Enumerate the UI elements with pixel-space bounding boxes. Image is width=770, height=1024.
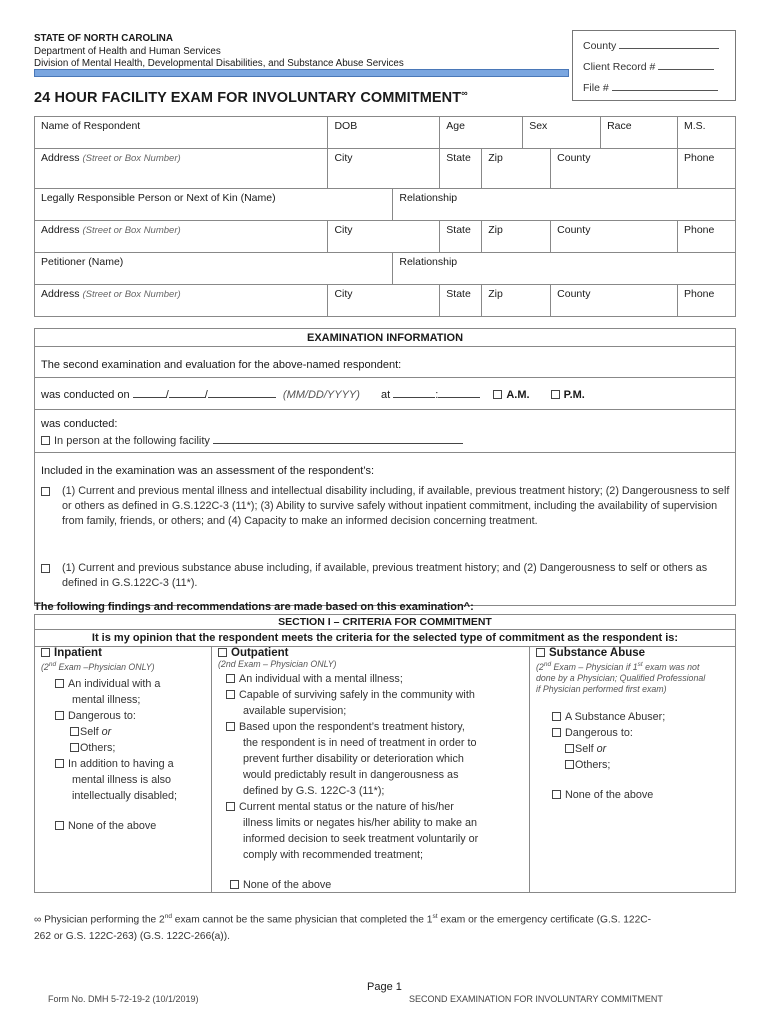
kin-address-cell[interactable] — [35, 221, 328, 253]
subtitle-sup: st — [637, 661, 643, 668]
outpatient-none — [218, 877, 523, 893]
item-text: Dangerous to: — [68, 709, 136, 722]
state-label: State — [446, 224, 471, 236]
zip-label: Zip — [488, 152, 503, 164]
address-hint: (Street or Box Number) — [82, 153, 181, 164]
respondent-name-label: Name of Respondent — [41, 120, 141, 132]
year-field[interactable] — [208, 387, 276, 398]
included-text: Included in the examination was an assessment of the respondent’s: — [41, 465, 375, 477]
assessment-option-substance — [41, 561, 731, 591]
inpatient-checkbox[interactable] — [41, 648, 50, 657]
race-cell[interactable] — [601, 117, 678, 149]
footnote-sup: st — [432, 913, 438, 920]
petitioner-state-cell[interactable] — [440, 285, 482, 317]
county-label: County — [583, 40, 617, 52]
substance-checkbox[interactable] — [536, 648, 545, 657]
section-title: SECTION I – CRITERIA FOR COMMITMENT — [35, 615, 735, 630]
address-hint: (Street or Box Number) — [82, 289, 181, 300]
divider — [35, 409, 735, 410]
form-number: Form No. DMH 5-72-19-2 (10/1/2019) — [48, 994, 199, 1004]
pm-label: P.M. — [563, 389, 585, 401]
inpatient-item-dangerous — [41, 708, 205, 756]
examination-info-section — [34, 328, 736, 606]
department-name: Department of Health and Human Services — [34, 45, 221, 57]
city-label: City — [334, 224, 353, 236]
inpatient-self-checkbox[interactable] — [70, 727, 79, 736]
state-name: STATE OF NORTH CAROLINA — [34, 33, 173, 44]
item-text: comply with recommended treatment; — [243, 849, 424, 861]
date-format-hint: (MM/DD/YYYY) — [282, 389, 360, 401]
client-record-field[interactable] — [658, 59, 714, 70]
item-text: An individual with a — [68, 677, 161, 690]
subtitle-part: if Physician performed first exam) — [536, 683, 667, 694]
outpatient-label: Outpatient — [231, 647, 289, 659]
phone-label: Phone — [683, 224, 715, 236]
state-label: State — [446, 152, 471, 164]
substance-item-dangerous — [536, 725, 729, 773]
footnote-text: exam or the emergency certificate (G.S. 122C- — [437, 914, 651, 926]
item-text: Based upon the respondent’s treatment history, — [239, 721, 465, 733]
subtitle-part: exam was not — [642, 661, 700, 672]
others-label: Others; — [575, 758, 611, 771]
in-person-row — [41, 433, 463, 447]
kin-relationship-cell[interactable] — [393, 189, 736, 221]
item-text: mental illness; — [72, 693, 141, 706]
petitioner-county-cell[interactable] — [551, 285, 678, 317]
kin-phone-cell[interactable] — [677, 221, 735, 253]
inpatient-intellectual-checkbox[interactable] — [55, 759, 64, 768]
substance-self-checkbox[interactable] — [565, 744, 574, 753]
assessment-option-mental — [41, 484, 731, 529]
county-record-box — [572, 30, 736, 101]
item-text: available supervision; — [243, 705, 347, 717]
kin-county-cell[interactable] — [551, 221, 678, 253]
item-text: Dangerous to: — [565, 726, 633, 739]
outpatient-item-history — [218, 719, 523, 799]
others-label: Others; — [80, 741, 116, 754]
petitioner-name-label: Petitioner (Name) — [41, 256, 124, 268]
substance-subtitle — [536, 659, 729, 695]
divider — [35, 452, 735, 453]
in-person-label: In person at the following facility — [54, 435, 210, 447]
substance-abuse-column — [529, 647, 735, 893]
substance-abuse-text: (1) Current and previous substance abuse including, if available, previous treatment history; and (2) Dangerousness to self or others as defined in G.S.122C-3 (11*). — [62, 562, 708, 589]
inpatient-dangerous-checkbox[interactable] — [55, 711, 64, 720]
item-text: intellectually disabled; — [72, 789, 178, 802]
item-text: the respondent is in need of treatment in order to — [243, 737, 477, 749]
or-label: or — [101, 725, 112, 738]
county-col-label: County — [557, 288, 591, 300]
inpatient-none-checkbox[interactable] — [55, 821, 64, 830]
item-text: informed decision to seek treatment voluntarily or — [243, 833, 479, 845]
state-label: State — [446, 288, 471, 300]
race-label: Race — [607, 120, 632, 132]
substance-label: Substance Abuse — [549, 647, 646, 659]
petitioner-name-cell[interactable] — [35, 253, 393, 285]
inpatient-mental-illness-checkbox[interactable] — [55, 679, 64, 688]
outpatient-checkbox[interactable] — [218, 648, 227, 657]
zip-label: Zip — [488, 224, 503, 236]
kin-relationship-label: Relationship — [399, 192, 458, 204]
subtitle-sup: nd — [543, 661, 552, 668]
mental-illness-checkbox[interactable] — [41, 487, 50, 496]
inpatient-item-intellectual — [41, 756, 205, 804]
or-label: or — [596, 742, 607, 755]
ms-label: M.S. — [683, 120, 706, 132]
subtitle-part: (2 — [536, 661, 544, 672]
county-field[interactable] — [619, 38, 719, 49]
outpatient-mental-checkbox[interactable] — [226, 674, 235, 683]
inpatient-column — [35, 647, 211, 893]
ms-cell[interactable] — [677, 117, 735, 149]
county-col-label: County — [557, 224, 591, 236]
kin-state-cell[interactable] — [440, 221, 482, 253]
conducted-on-label: was conducted on — [41, 389, 130, 401]
form-title-text: 24 HOUR FACILITY EXAM FOR INVOLUNTARY COMMITMENT — [34, 89, 462, 106]
file-field[interactable] — [612, 80, 718, 91]
respondent-city-cell[interactable] — [328, 149, 440, 189]
substance-dangerous-checkbox[interactable] — [552, 728, 561, 737]
pm-checkbox[interactable] — [551, 390, 560, 399]
respondent-state-cell[interactable] — [440, 149, 482, 189]
petitioner-zip-cell[interactable] — [482, 285, 551, 317]
petitioner-phone-cell[interactable] — [677, 285, 735, 317]
kin-name-cell[interactable] — [35, 189, 393, 221]
none-label: None of the above — [565, 788, 654, 801]
at-label: at — [380, 389, 391, 401]
dob-label: DOB — [334, 120, 358, 132]
age-cell[interactable] — [440, 117, 523, 149]
hour-field[interactable] — [393, 387, 435, 398]
address-label: Address — [41, 152, 80, 164]
footnote-text: exam cannot be the same physician that completed the 1 — [171, 914, 433, 926]
agency-header — [34, 33, 404, 71]
subtitle-part: Exam – Physician if 1 — [551, 661, 638, 672]
inpatient-subtitle — [41, 659, 205, 673]
item-text: A Substance Abuser; — [565, 710, 666, 723]
none-label: None of the above — [68, 819, 157, 832]
minute-field[interactable] — [438, 387, 480, 398]
respondent-info-table — [34, 116, 736, 317]
petitioner-relationship-cell[interactable] — [393, 253, 736, 285]
outpatient-item-mental — [218, 671, 523, 687]
age-label: Age — [446, 120, 465, 132]
outpatient-capable-checkbox[interactable] — [226, 690, 235, 699]
outpatient-none-checkbox[interactable] — [230, 880, 239, 889]
footnote — [34, 908, 734, 945]
item-text: Capable of surviving safely in the community with — [239, 689, 475, 701]
item-text: In addition to having a — [68, 757, 174, 770]
footnote-text: 262 or G.S. 122C-263) (G.S. 122C-266(a)). — [34, 931, 230, 943]
substance-abuser-checkbox[interactable] — [552, 712, 561, 721]
item-text: would predictably result in dangerousness as — [243, 769, 459, 781]
outpatient-status-checkbox[interactable] — [226, 802, 235, 811]
kin-zip-cell[interactable] — [482, 221, 551, 253]
item-text: illness limits or negates his/her ability to make an — [243, 817, 478, 829]
county-col-label: County — [557, 152, 591, 164]
city-label: City — [334, 288, 353, 300]
footnote-sup: nd — [164, 913, 172, 920]
inpatient-item-mental-illness — [41, 676, 205, 708]
page-number: Page 1 — [367, 981, 402, 993]
petitioner-address-cell[interactable] — [35, 285, 328, 317]
phone-label: Phone — [683, 152, 715, 164]
time-colon: : — [435, 389, 439, 401]
examination-info-heading: EXAMINATION INFORMATION — [35, 329, 735, 347]
address-hint: (Street or Box Number) — [82, 225, 181, 236]
item-text: mental illness is also — [72, 773, 172, 786]
kin-city-cell[interactable] — [328, 221, 440, 253]
substance-others-checkbox[interactable] — [565, 760, 574, 769]
inpatient-label: Inpatient — [54, 647, 102, 659]
subtitle-part: done by a Physician; Qualified Professional — [536, 672, 706, 683]
substance-none — [536, 787, 729, 803]
mental-illness-text: (1) Current and previous mental illness and intellectual disability including, if available, previous treatment history; (2) Dangerousness to self or others as defined in G.S.122C-3 (11*); (3) Ability to survive safely without inpatient commitment, including the availability of supervision from family, friends, or others; and (4) Capacity to make an informed decision concerning treatment. — [62, 485, 730, 527]
date-slash: / — [165, 389, 169, 401]
zip-label: Zip — [488, 288, 503, 300]
am-checkbox[interactable] — [493, 390, 502, 399]
opinion-text: It is my opinion that the respondent meets the criteria for the selected type of commitment as the respondent is: — [35, 630, 735, 647]
substance-item-abuser — [536, 709, 729, 725]
dob-cell[interactable] — [328, 117, 440, 149]
respondent-phone-cell[interactable] — [677, 149, 735, 189]
address-label: Address — [41, 224, 80, 236]
kin-name-label: Legally Responsible Person or Next of Kin (Name) — [41, 192, 276, 204]
item-text: An individual with a mental illness; — [239, 673, 403, 685]
inpatient-none — [41, 818, 205, 834]
sex-label: Sex — [529, 120, 548, 132]
petitioner-relationship-label: Relationship — [399, 256, 458, 268]
was-conducted-label: was conducted: — [41, 418, 118, 430]
am-label: A.M. — [506, 389, 530, 401]
header-bar — [34, 69, 569, 77]
city-label: City — [334, 152, 353, 164]
form-title — [34, 88, 468, 106]
section-criteria — [34, 614, 736, 893]
divider — [35, 377, 735, 378]
address-label: Address — [41, 288, 80, 300]
sex-cell[interactable] — [523, 117, 601, 149]
title-symbol: ∞ — [461, 88, 468, 98]
findings-statement: The following findings and recommendations are made based on this examination^: — [34, 601, 474, 613]
substance-abuse-checkbox[interactable] — [41, 564, 50, 573]
date-slash: / — [204, 389, 208, 401]
footnote-text: Physician performing the 2 — [41, 914, 165, 926]
item-text: prevent further disability or deterioration which — [243, 753, 464, 765]
division-name: Division of Mental Health, Developmental Disabilities, and Substance Abuse Services — [34, 58, 404, 69]
in-person-checkbox[interactable] — [41, 436, 50, 445]
conducted-on-row — [41, 387, 585, 401]
item-text: defined by G.S. 122C-3 (11*); — [243, 785, 385, 797]
inpatient-others-checkbox[interactable] — [70, 743, 79, 752]
respondent-zip-cell[interactable] — [482, 149, 551, 189]
form-footer-title: SECOND EXAMINATION FOR INVOLUNTARY COMMITMENT — [409, 994, 663, 1004]
second-exam-text: The second examination and evaluation for the above-named respondent: — [41, 359, 402, 371]
respondent-county-cell[interactable] — [551, 149, 678, 189]
phone-label: Phone — [683, 288, 715, 300]
subtitle-part: (2 — [41, 661, 49, 672]
outpatient-item-capable — [218, 687, 523, 719]
file-label: File # — [583, 82, 609, 94]
substance-none-checkbox[interactable] — [552, 790, 561, 799]
outpatient-history-checkbox[interactable] — [226, 722, 235, 731]
item-text: Current mental status or the nature of his/her — [239, 801, 454, 813]
infinity-symbol: ∞ — [34, 914, 42, 926]
facility-field[interactable] — [213, 433, 463, 444]
self-label: Self — [575, 742, 594, 755]
client-record-label: Client Record # — [583, 61, 656, 73]
respondent-name-cell[interactable] — [35, 117, 328, 149]
outpatient-subtitle: (2nd Exam – Physician ONLY) — [218, 659, 337, 669]
subtitle-sup: nd — [48, 661, 57, 668]
subtitle-part: Exam –Physician ONLY) — [56, 661, 155, 672]
none-label: None of the above — [243, 879, 332, 891]
respondent-address-cell[interactable] — [35, 149, 328, 189]
outpatient-item-status — [218, 799, 523, 863]
day-field[interactable] — [169, 387, 205, 398]
self-label: Self — [80, 725, 99, 738]
month-field[interactable] — [133, 387, 166, 398]
petitioner-city-cell[interactable] — [328, 285, 440, 317]
outpatient-column — [211, 647, 529, 893]
